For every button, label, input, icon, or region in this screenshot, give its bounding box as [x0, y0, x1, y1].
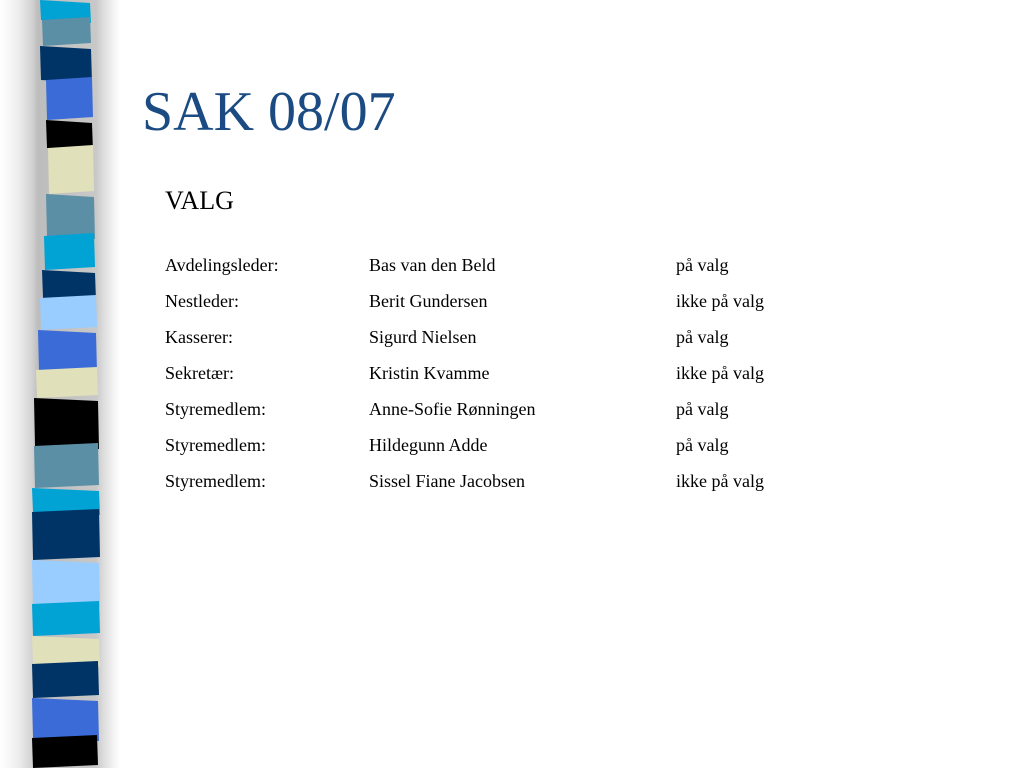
strip-block: [32, 698, 99, 741]
board-role: Styremedlem:: [165, 435, 266, 455]
board-row: [165, 397, 865, 433]
strip-block: [36, 367, 98, 398]
strip-block: [32, 661, 99, 698]
board-member-name: Hildegunn Adde: [369, 435, 488, 455]
board-role: Nestleder:: [165, 291, 239, 311]
decorative-side-band: [0, 0, 120, 768]
board-row: [165, 325, 865, 361]
board-member-name: Kristin Kvamme: [369, 363, 490, 383]
strip-block: [40, 295, 97, 330]
board-election-list: [165, 253, 865, 505]
election-status: på valg: [676, 327, 729, 347]
board-role: Styremedlem:: [165, 471, 266, 491]
strip-block: [38, 330, 97, 373]
strip-block: [48, 145, 94, 194]
board-member-name: Berit Gundersen: [369, 291, 488, 311]
strip-block: [32, 601, 100, 636]
board-role: Sekretær:: [165, 363, 234, 383]
election-status: på valg: [676, 255, 729, 275]
strip-block: [44, 233, 95, 270]
board-role: Styremedlem:: [165, 399, 266, 419]
board-row: [165, 361, 865, 397]
strip-block: [46, 77, 93, 120]
strip-block: [40, 46, 92, 83]
strip-block: [32, 560, 100, 607]
board-row: [165, 253, 865, 289]
board-row: [165, 289, 865, 325]
election-status: på valg: [676, 399, 729, 419]
strip-block: [32, 735, 98, 768]
board-role: Kasserer:: [165, 327, 233, 347]
election-status: ikke på valg: [676, 363, 764, 383]
election-status: ikke på valg: [676, 471, 764, 491]
strip-block: [32, 509, 100, 560]
board-member-name: Anne-Sofie Rønningen: [369, 399, 536, 419]
decorative-color-strip: [0, 0, 120, 768]
board-row: [165, 469, 865, 505]
board-member-name: Sissel Fiane Jacobsen: [369, 471, 525, 491]
election-status: på valg: [676, 435, 729, 455]
board-role: Avdelingsleder:: [165, 255, 279, 275]
board-member-name: Sigurd Nielsen: [369, 327, 477, 347]
election-status: ikke på valg: [676, 291, 764, 311]
slide-title: SAK 08/07: [142, 81, 396, 143]
slide-subtitle: VALG: [165, 186, 234, 215]
strip-block: [34, 443, 99, 488]
strip-block: [46, 194, 95, 239]
board-row: [165, 433, 865, 469]
strip-block: [42, 17, 91, 46]
strip-block: [34, 398, 99, 449]
board-member-name: Bas van den Beld: [369, 255, 496, 275]
